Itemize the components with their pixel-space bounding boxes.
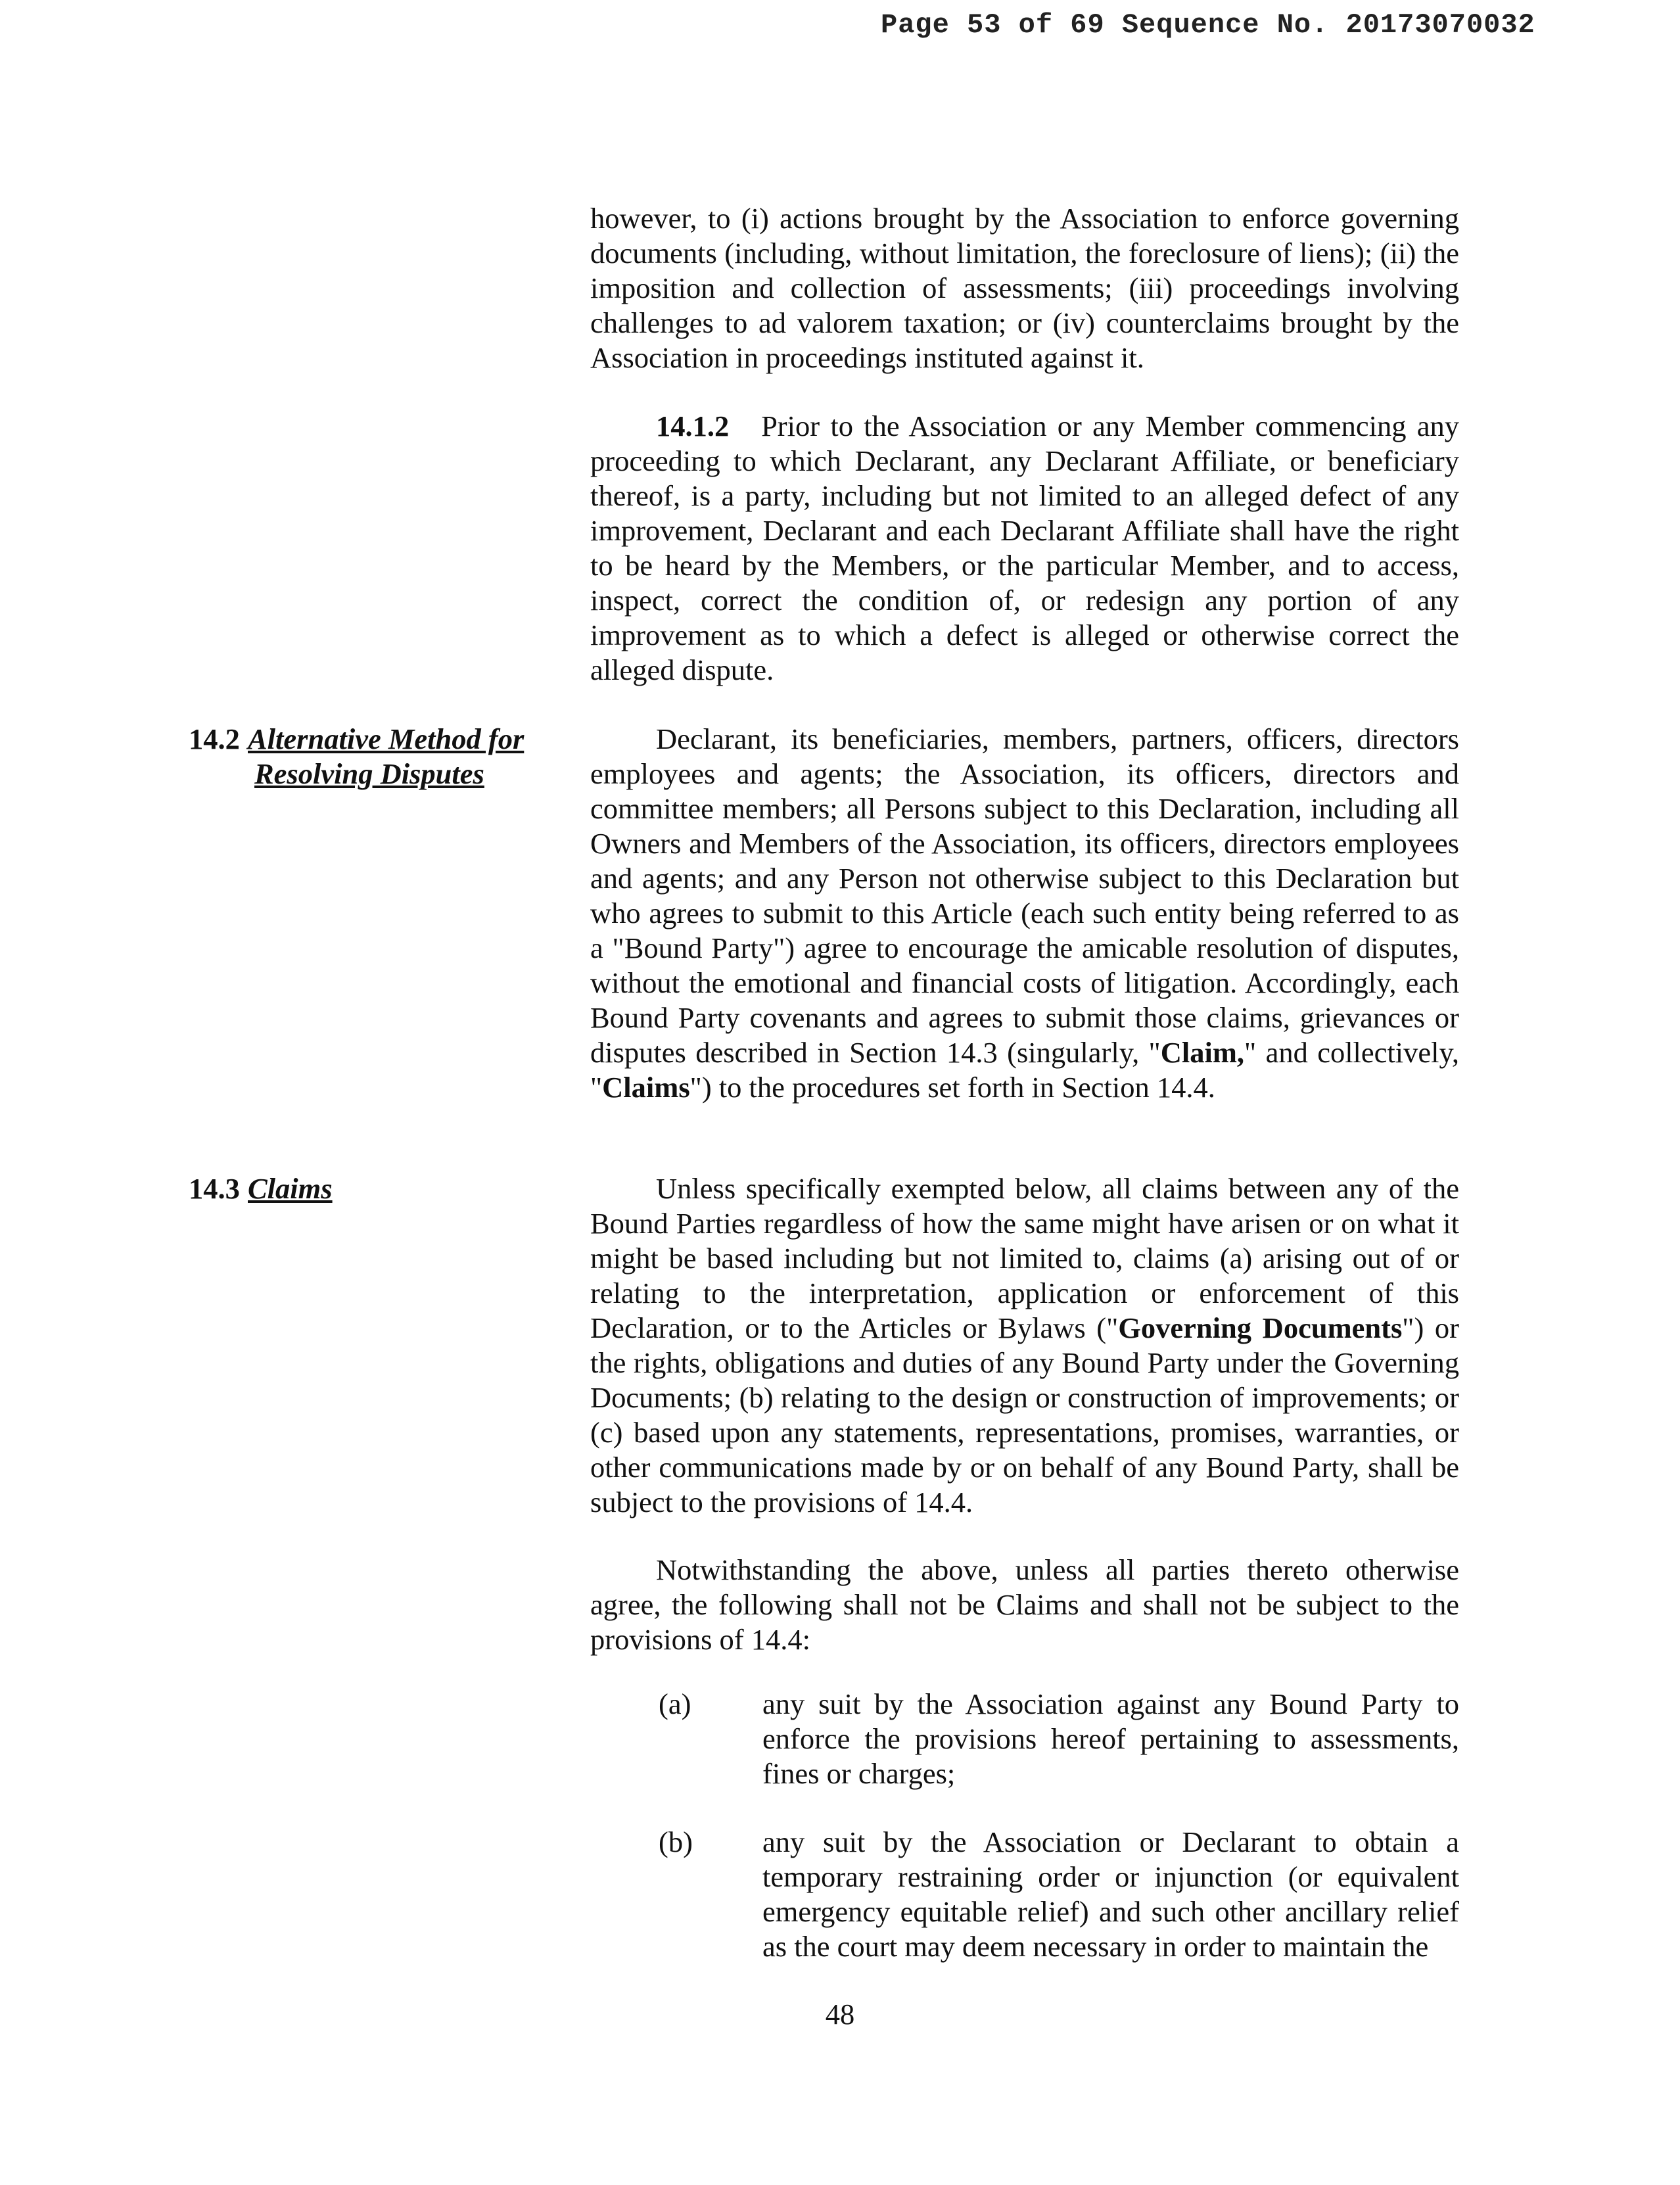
page-number: 48	[825, 1998, 855, 2031]
section-14-2-heading	[189, 722, 557, 791]
list-item-text: any suit by the Association against any Bound Party to enforce the provisions hereof pertaining to assessments, fines or charges;	[762, 1687, 1459, 1790]
section-text: Declarant, its beneficiaries, members, partners, officers, directors employees and agents; the Association, its officers, directors and committee members; all Persons subject to this Declaration, including all Owners and Members of the Association, its officers, directors employees and agents; and any Person not otherwise subject to this Declaration but who agrees to submit to this Article (each such entity being referred to as a "Bound Party") agree to encourage the amicable resolution of disputes, without the emotional and financial costs of litigation. Accordingly, each Bound Party covenants and agrees to submit those claims, grievances or disputes described in Section 14.3 (singularly, "	[590, 722, 1459, 1069]
list-item-label: (a)	[659, 1687, 691, 1720]
section-text: " and collectively, "	[590, 1036, 1460, 1104]
section-14-1-2	[590, 409, 1459, 688]
section-text: ") or the rights, obligations and duties of any Bound Party under the Governing Documents; (b) relating to the design or construction of improvements; or (c) based upon any statements, representations, promises, warranties, or other communications made by or on behalf of any Bound Party, shall be subject to the provisions of 14.4.	[590, 1311, 1459, 1518]
paragraph-text: however, to (i) actions brought by the Association to enforce governing documents (including, without limitation, the foreclosure of liens); (ii) the imposition and collection of assessments; (iii) proceedings involving challenges to ad valorem taxation; or (iv) counterclaims brought by the Association in proceedings instituted against it.	[590, 202, 1459, 374]
section-14-3-heading	[189, 1171, 557, 1206]
section-14-2-body	[590, 722, 1459, 1105]
paragraph-continuation	[590, 201, 1459, 375]
page-header: Page 53 of 69 Sequence No. 20173070032	[881, 9, 1535, 41]
section-number: 14.2	[189, 722, 240, 755]
section-14-3-body	[590, 1171, 1459, 1520]
section-number: 14.3	[189, 1172, 240, 1205]
section-text: Unless specifically exempted below, all claims between any of the Bound Parties regardless of how the same might have arisen or on what it might be based including but not limited to, claims (a) arising out of or relating to the interpretation, application or enforcement of this Declaration, or to the Articles or Bylaws ("	[590, 1172, 1459, 1344]
defined-term: Claims	[602, 1071, 690, 1104]
defined-term: Claim,	[1160, 1036, 1245, 1069]
section-number: 14.1.2	[656, 410, 730, 442]
section-text: Prior to the Association or any Member commencing any proceeding to which Declarant, any Declarant Affiliate, or beneficiary thereof, is a party, including but not limited to an alleged defect of any improvement, Declarant and each Declarant Affiliate shall have the right to be heard by the Members, or the particular Member, and to access, inspect, correct the condition of, or redesign any portion of any improvement as to which a defect is alleged or otherwise correct the alleged dispute.	[590, 410, 1460, 686]
section-title-cont: Resolving Disputes	[254, 757, 484, 790]
list-item-text: any suit by the Association or Declarant to obtain a temporary restraining order or injunction (or equivalent emergency equitable relief) and such other ancillary relief as the court may deem necessary in order to maintain the	[762, 1825, 1459, 1963]
paragraph-notwithstanding	[590, 1553, 1459, 1657]
section-title: Claims	[248, 1172, 333, 1205]
section-text: ") to the procedures set forth in Section 14.4.	[689, 1071, 1215, 1104]
paragraph-text: Notwithstanding the above, unless all parties thereto otherwise agree, the following shall not be Claims and shall not be subject to the provisions of 14.4:	[590, 1553, 1459, 1656]
defined-term: Governing Documents	[1118, 1311, 1403, 1344]
list-item-label: (b)	[659, 1825, 693, 1858]
section-title: Alternative Method for	[248, 722, 525, 755]
